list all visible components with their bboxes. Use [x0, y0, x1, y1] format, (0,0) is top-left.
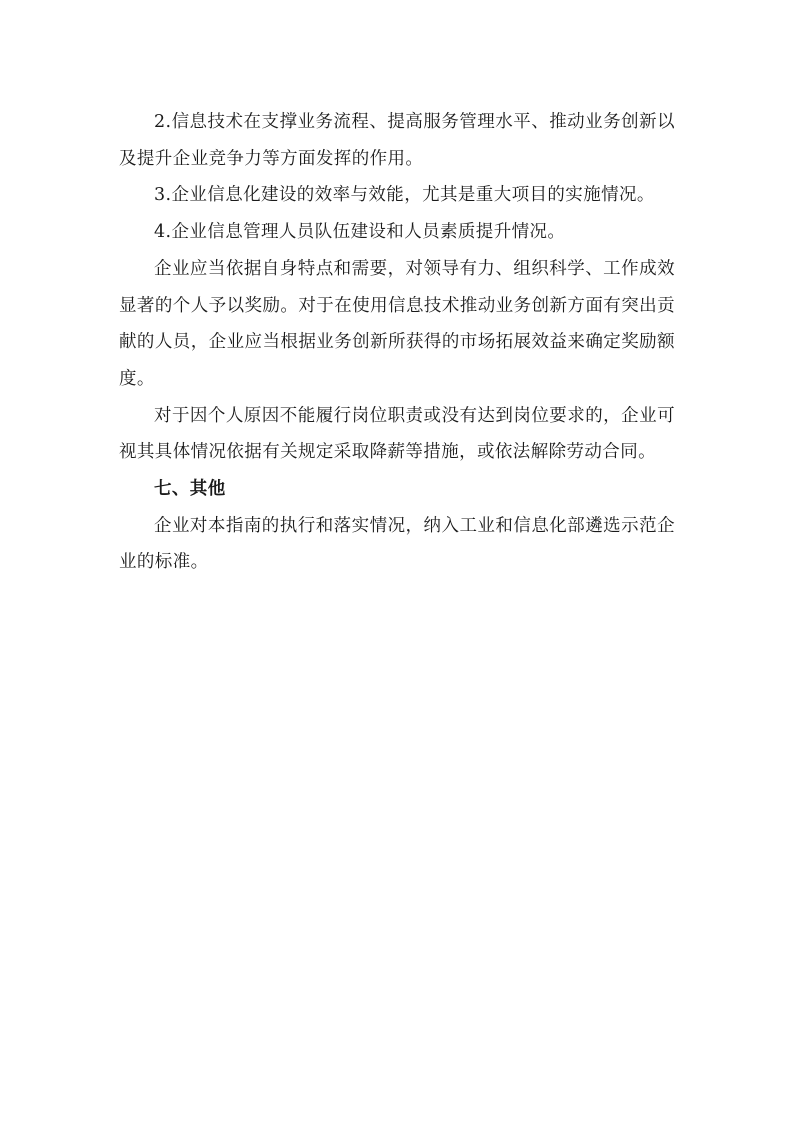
section-heading-other: 七、其他	[154, 479, 226, 500]
paragraph-item-3: 3.企业信息化建设的效率与效能，尤其是重大项目的实施情况。	[154, 185, 655, 206]
paragraph-closing: 企业对本指南的执行和落实情况，纳入工业和信息化部遴选示范企业的标准。	[119, 515, 675, 573]
paragraph-penalties: 对于因个人原因不能履行岗位职责或没有达到岗位要求的，企业可视其具体情况依据有关规定采取降薪等措施，或依法解除劳动合同。	[119, 405, 675, 463]
paragraph-item-2: 2.信息技术在支撑业务流程、提高服务管理水平、推动业务创新以及提升企业竞争力等方面发挥的作用。	[119, 112, 675, 169]
paragraph-item-4: 4.企业信息管理人员队伍建设和人员素质提升情况。	[154, 222, 566, 243]
document-body	[119, 104, 675, 581]
paragraph-rewards: 企业应当依据自身特点和需要，对领导有力、组织科学、工作成效显著的个人予以奖励。对于在使用信息技术推动业务创新方面有突出贡献的人员，企业应当根据业务创新所获得的市场拓展效益来确定奖励额度。	[119, 258, 675, 389]
